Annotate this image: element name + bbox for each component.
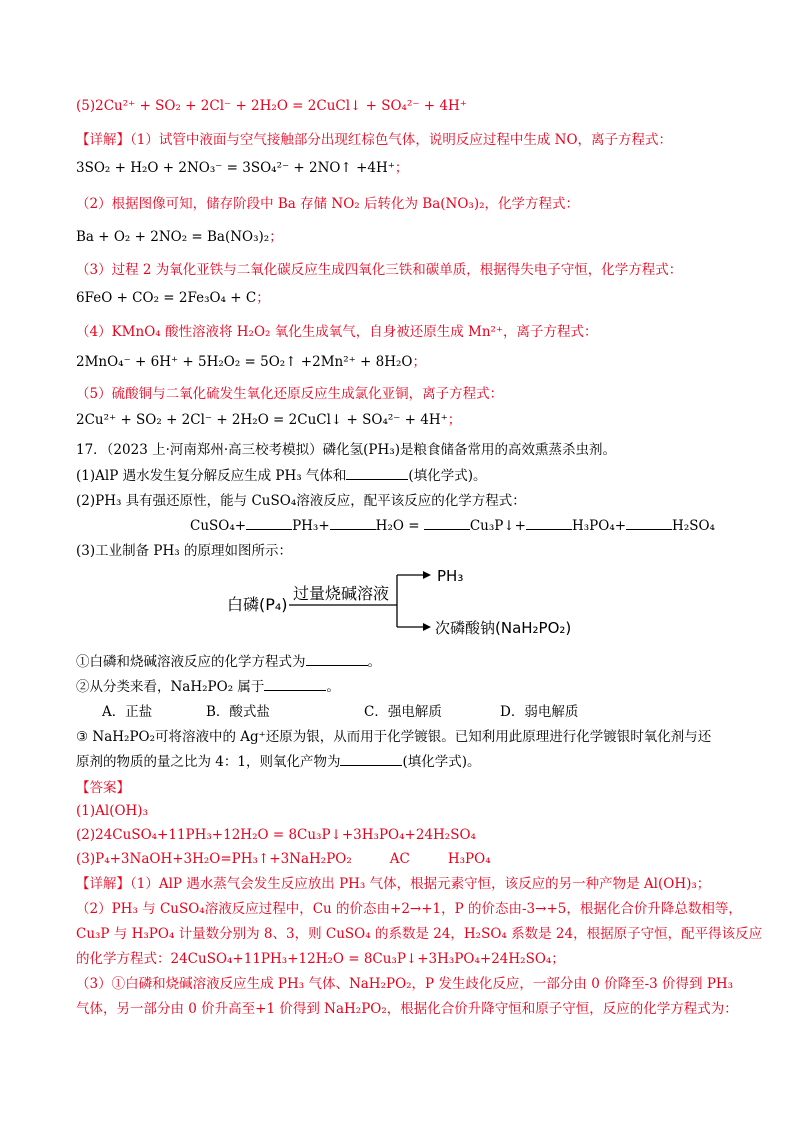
question-17-part-3-3: ③ NaH₂PO₂可将溶液中的 Ag⁺还原为银，从而用于化学镀银。已知利用此原理进行化学镀银时氧化剂与还 [76, 729, 712, 745]
line-detail-2: （2）根据图像可知，储存阶段中 Ba 存储 NO₂ 后转化为 Ba(NO₃)₂，化学方程式： [76, 196, 580, 212]
balance-equation: CuSO₄+ PH₃+ H₂O = Cu₃P↓+ H₃PO₄+ H₂SO₄ [190, 518, 715, 534]
coefficient-blank[interactable] [424, 517, 470, 530]
option-b[interactable]: B．酸式盐 [206, 704, 270, 720]
question-17-part-3: (3)工业制备 PH₃ 的原理如图所示： [76, 543, 292, 559]
answer-blank[interactable] [346, 467, 408, 480]
detail-q17-6: 气体，另一部分由 0 价升高至+1 价得到 NaH₂PO₂，根据化合价升降守恒和原子守恒，反应的化学方程式为： [76, 1001, 738, 1017]
line-eq-2: Ba + O₂ + 2NO₂ = Ba(NO₃)₂； [76, 229, 283, 245]
option-a[interactable]: A．正盐 [102, 704, 153, 720]
detail-q17-1: 【详解】（1）AlP 遇水蒸气会发生反应放出 PH₃ 气体，根据元素守恒，该反应的另一种产物是 Al(OH)₃； [76, 876, 711, 892]
line-detail-5: （5）硫酸铜与二氧化硫发生氧化还原反应生成氯化亚铜，离子方程式： [76, 386, 504, 402]
option-d[interactable]: D．弱电解质 [500, 704, 579, 720]
line-answer-5: (5)2Cu²⁺ + SO₂ + 2Cl⁻ + 2H₂O = 2CuCl↓ + SO₄²⁻ + 4H⁺ [76, 98, 467, 114]
answer-blank[interactable] [340, 753, 402, 766]
detail-tag: 【详解】 [76, 132, 130, 148]
question-17-part-1: (1)AlP 遇水发生复分解反应生成 PH₃ 气体和 (填化学式)。 [76, 468, 487, 484]
coefficient-blank[interactable] [526, 517, 572, 530]
line-eq-1: 3SO₂ + H₂O + 2NO₃⁻ = 3SO₄²⁻ + 2NO↑ +4H⁺； [76, 160, 409, 176]
line-detail-4: （4）KMnO₄ 酸性溶液将 H₂O₂ 氧化生成氧气，自身被还原生成 Mn²⁺，离子方程式： [76, 324, 598, 340]
detail-q17-5: （3）①白磷和烧碱溶液反应生成 PH₃ 气体、NaH₂PO₂，P 发生歧化反应，一部分由 0 价降至-3 价得到 PH₃ [76, 976, 734, 992]
arrow-head-icon [423, 623, 431, 631]
question-17-part-2: (2)PH₃ 具有强还原性，能与 CuSO₄溶液反应，配平该反应的化学方程式： [76, 493, 526, 509]
coefficient-blank[interactable] [246, 517, 292, 530]
diagram-reactant: 白磷(P₄) [227, 595, 288, 614]
answer-heading: 【答案】 [76, 780, 130, 796]
answer-1: (1)Al(OH)₃ [76, 803, 148, 819]
reaction-diagram [225, 565, 585, 645]
detail-q17-2: （2）PH₃ 与 CuSO₄溶液反应过程中，Cu 的价态由+2→+1，P 的价态由-3→+5，根据化合价升降总数相等， [76, 901, 742, 917]
diagram-product-2: 次磷酸钠(NaH₂PO₂) [435, 619, 572, 637]
detail-q17-3: Cu₃P 与 H₃PO₄ 计量数分别为 8、3，则 CuSO₄ 的系数是 24，H₂SO₄ 系数是 24，根据原子守恒，配平得该反应 [76, 926, 763, 942]
answer-blank[interactable] [264, 678, 326, 691]
arrow-head-icon [423, 571, 431, 579]
question-17-part-3-1: ①白磷和烧碱溶液反应的化学方程式为 。 [76, 654, 381, 670]
line-detail-3: （3）过程 2 为氧化亚铁与二氧化碳反应生成四氧化三铁和碳单质，根据得失电子守恒，化学方程式： [76, 262, 683, 278]
options-row [102, 702, 730, 722]
answer-3: (3)P₄+3NaOH+3H₂O=PH₃↑+3NaH₂PO₂ AC H₃PO₄ [76, 851, 491, 867]
diagram-condition: 过量烧碱溶液 [293, 584, 390, 603]
line-detail-1: 【详解】（1）试管中液面与空气接触部分出现红棕色气体，说明反应过程中生成 NO，离子方程式： [76, 132, 673, 148]
coefficient-blank[interactable] [330, 517, 376, 530]
question-17-title: 17．（2023 上·河南郑州·高三校考模拟）磷化氢(PH₃)是粮食储备常用的高效熏蒸杀虫剂。 [76, 442, 616, 458]
line-eq-3: 6FeO + CO₂ = 2Fe₃O₄ + C； [76, 290, 270, 306]
option-c[interactable]: C．强电解质 [364, 704, 442, 720]
line-eq-5: 2Cu²⁺ + SO₂ + 2Cl⁻ + 2H₂O = 2CuCl↓ + SO₄²⁻ + 4H⁺； [76, 412, 462, 428]
question-17-part-3-2: ②从分类来看，NaH₂PO₂ 属于 。 [76, 679, 340, 695]
detail-q17-4: 的化学方程式：24CuSO₄+11PH₃+12H₂O = 8Cu₃P↓+3H₃PO₄+24H₂SO₄； [76, 951, 565, 967]
answer-2: (2)24CuSO₄+11PH₃+12H₂O = 8Cu₃P↓+3H₃PO₄+24H₂SO₄ [76, 827, 476, 843]
line-eq-4: 2MnO₄⁻ + 6H⁺ + 5H₂O₂ = 5O₂↑ +2Mn²⁺ + 8H₂O； [76, 354, 426, 370]
answer-blank[interactable] [306, 653, 368, 666]
question-17-part-3-3-cont: 原剂的物质的量之比为 4：1，则氧化产物为 (填化学式)。 [76, 754, 481, 770]
coefficient-blank[interactable] [626, 517, 672, 530]
diagram-product-1: PH₃ [437, 567, 464, 585]
